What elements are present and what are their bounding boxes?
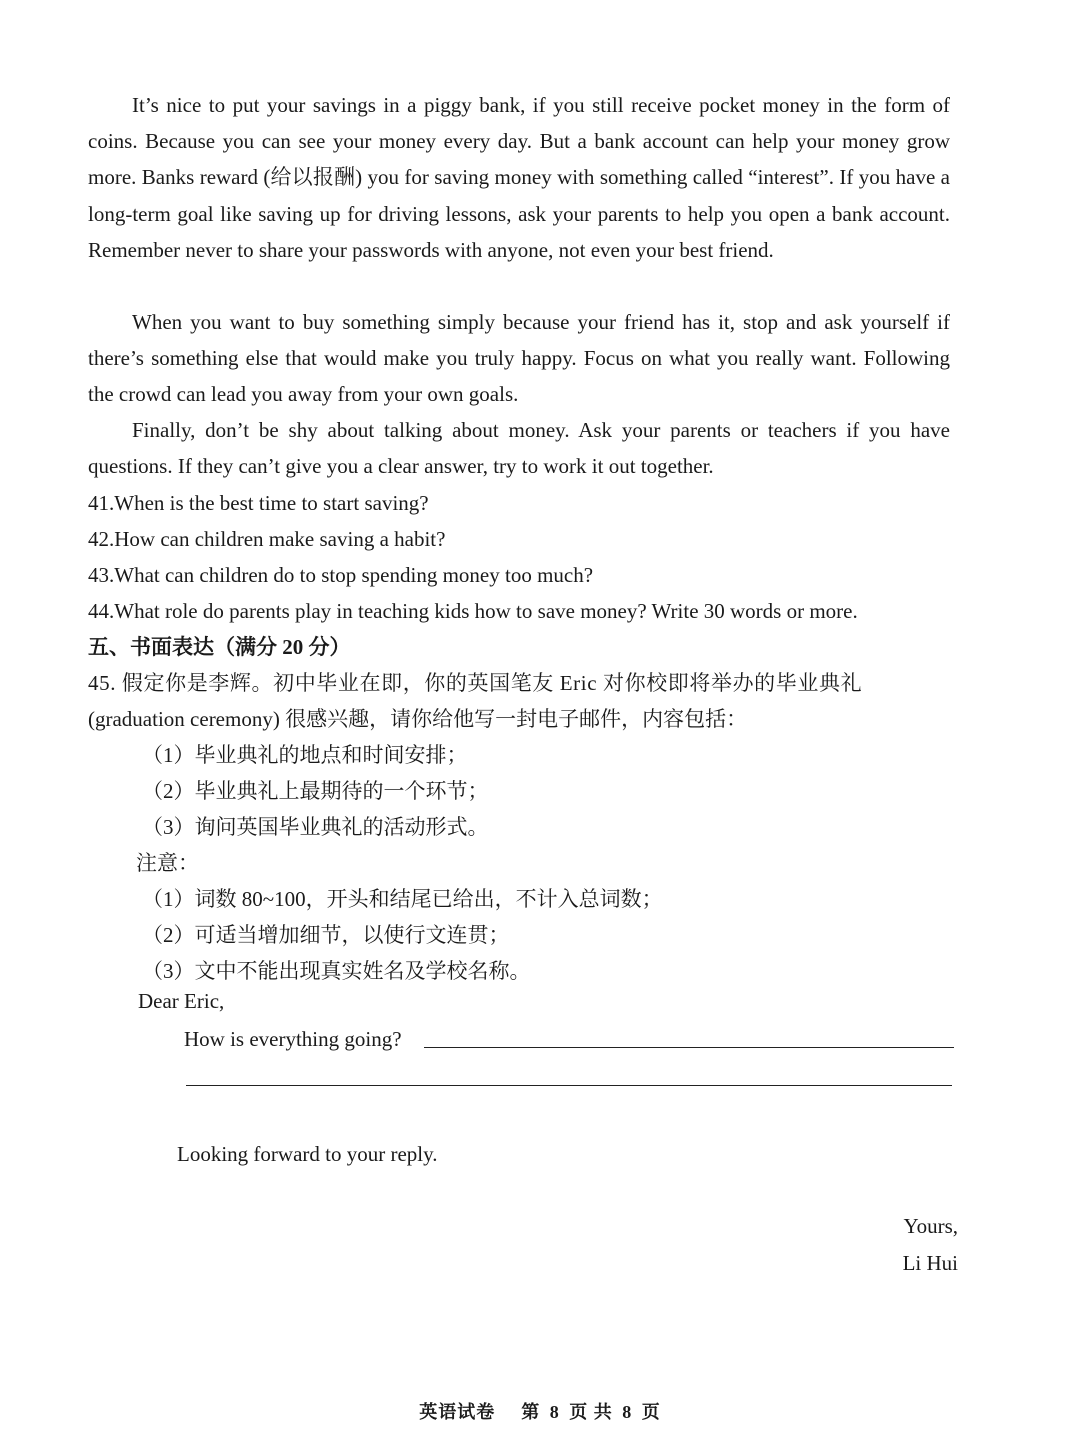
question-44: 44.What role do parents play in teaching kids how to save money? Write 30 words or more. — [88, 599, 858, 623]
notes-label: 注意： — [136, 851, 199, 875]
footer-page-label-post: 页 — [641, 1402, 661, 1422]
footer-page-total: 8 — [622, 1402, 633, 1422]
question-41: 41.When is the best time to start saving? — [88, 491, 429, 515]
footer-page-label-pre: 第 — [521, 1402, 541, 1422]
writing-blank-line-1[interactable] — [424, 1047, 954, 1048]
letter-opening: How is everything going? — [184, 1027, 402, 1051]
question-45-line-2: (graduation ceremony) 很感兴趣，请你给他写一封电子邮件，内容包括： — [88, 707, 748, 731]
passage-paragraph-3: Finally, don’t be shy about talking about money. Ask your parents or teachers if you have questions. If they can’t give you a clear answer, try to work it out together. — [88, 418, 950, 479]
content-item-3: （3）询问英国毕业典礼的活动形式。 — [142, 815, 489, 839]
question-42: 42.How can children make saving a habit? — [88, 527, 446, 551]
note-item-2: （2）可适当增加细节，以使行文连贯； — [142, 923, 510, 947]
note-item-1: （1）词数 80~100，开头和结尾已给出，不计入总词数； — [142, 887, 663, 911]
footer-page-label-mid: 页 共 — [569, 1402, 613, 1422]
writing-blank-line-2[interactable] — [186, 1085, 952, 1086]
question-43: 43.What can children do to stop spending money too much? — [88, 563, 594, 587]
section-heading-writing: 五、书面表达（满分 20 分） — [88, 635, 351, 659]
note-item-3: （3）文中不能出现真实姓名及学校名称。 — [142, 959, 531, 983]
question-45-line-1: 45. 假定你是李辉。初中毕业在即，你的英国笔友 Eric 对你校即将举办的毕业典礼 — [88, 671, 863, 695]
page-footer — [0, 1398, 1080, 1424]
content-item-1: （1）毕业典礼的地点和时间安排； — [142, 743, 468, 767]
passage-paragraph-2: When you want to buy something simply because your friend has it, stop and ask yourself if there’s something else that would make you truly happy. Focus on what you really want. Following the crowd can lead you away from your own goals. — [88, 310, 950, 407]
letter-signature-name: Li Hui — [902, 1251, 958, 1275]
footer-page-number: 8 — [549, 1402, 560, 1422]
letter-greeting: Dear Eric, — [138, 989, 225, 1013]
footer-subject: 英语试卷 — [419, 1402, 496, 1422]
letter-signoff: Yours, — [903, 1214, 958, 1238]
content-item-2: （2）毕业典礼上最期待的一个环节； — [142, 779, 489, 803]
passage-paragraph-1: It’s nice to put your savings in a piggy bank, if you still receive pocket money in the form of coins. Because you can see your money every day. But a bank account can help your money grow more. Banks reward (给以报酬) you for saving money with something called “interest”. If you have a long-term goal like saving up for driving lessons, ask your parents to help you open a bank account. Remember never to share your passwords with anyone, not even your best friend. — [88, 93, 950, 262]
letter-closing: Looking forward to your reply. — [177, 1142, 438, 1166]
